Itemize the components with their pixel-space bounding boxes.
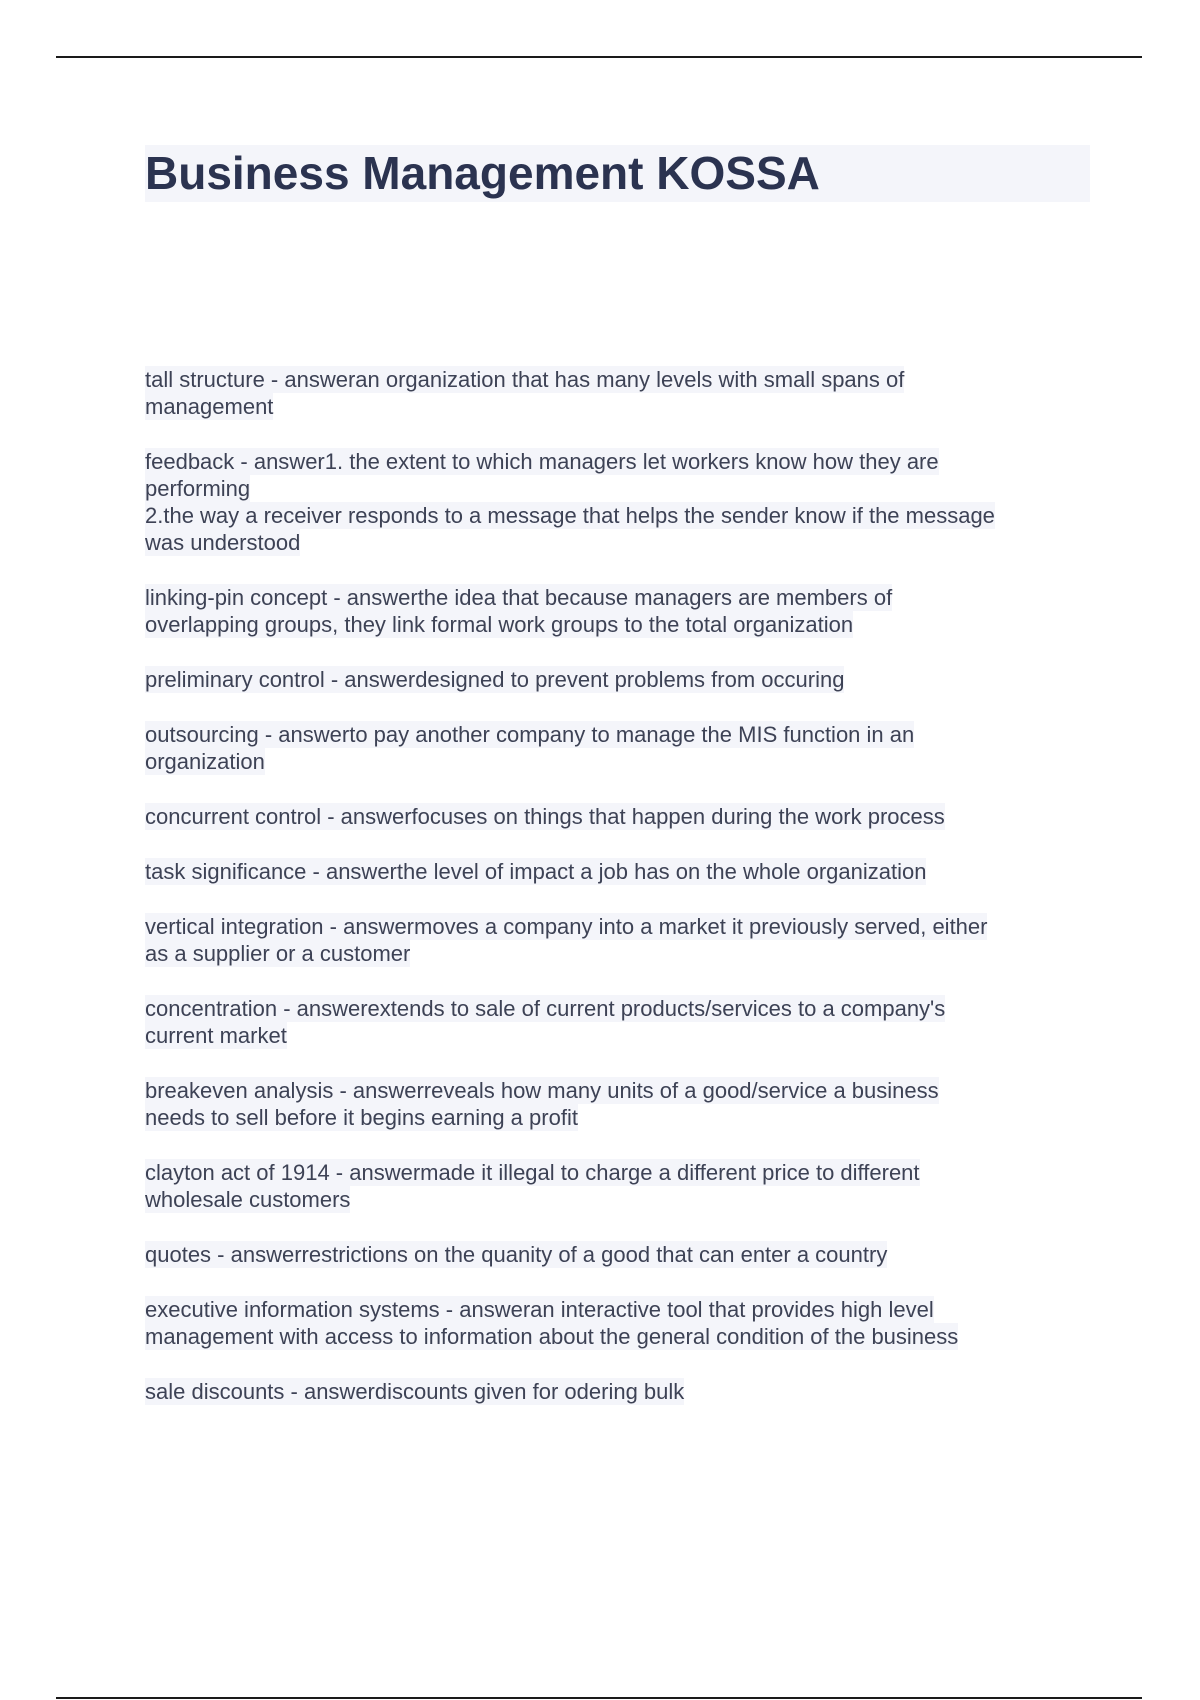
entry-line: overlapping groups, they link formal work groups to the total organization — [145, 612, 854, 637]
entry-line: needs to sell before it begins earning a profit — [145, 1105, 578, 1130]
entry-line: was understood — [145, 530, 301, 555]
entry-line: tall structure - answeran organization that has many levels with small spans of — [145, 367, 905, 392]
term-entry — [145, 1077, 1095, 1131]
entry-line: performing — [145, 476, 251, 501]
entry-line: organization — [145, 749, 265, 774]
term-entry — [145, 448, 1095, 556]
term-entry — [145, 721, 1095, 775]
entry-line: concentration - answerextends to sale of current products/services to a company's — [145, 996, 946, 1021]
entry-line: outsourcing - answerto pay another company to manage the MIS function in an — [145, 722, 915, 747]
entry-line: executive information systems - answeran interactive tool that provides high level — [145, 1297, 934, 1322]
flashcard-list — [145, 366, 1095, 1433]
page-top-rule — [56, 56, 1142, 58]
entry-line: vertical integration - answermoves a company into a market it previously served, either — [145, 914, 988, 939]
term-entry — [145, 366, 1095, 420]
page-bottom-rule — [56, 1697, 1142, 1699]
entry-line: feedback - answer1. the extent to which managers let workers know how they are — [145, 449, 939, 474]
term-entry — [145, 803, 1095, 830]
term-entry — [145, 995, 1095, 1049]
entry-line: breakeven analysis - answerreveals how many units of a good/service a business — [145, 1078, 939, 1103]
term-entry — [145, 1159, 1095, 1213]
entry-line: wholesale customers — [145, 1187, 351, 1212]
term-entry — [145, 1296, 1095, 1350]
entry-line: as a supplier or a customer — [145, 941, 411, 966]
entry-line: 2.the way a receiver responds to a message that helps the sender know if the message — [145, 503, 995, 528]
entry-line: concurrent control - answerfocuses on things that happen during the work process — [145, 804, 945, 829]
entry-line: linking-pin concept - answerthe idea that because managers are members of — [145, 585, 893, 610]
entry-line: quotes - answerrestrictions on the quanity of a good that can enter a country — [145, 1242, 888, 1267]
term-entry — [145, 1378, 1095, 1405]
term-entry — [145, 858, 1095, 885]
entry-line: current market — [145, 1023, 287, 1048]
entry-line: preliminary control - answerdesigned to prevent problems from occuring — [145, 667, 845, 692]
term-entry — [145, 1241, 1095, 1268]
term-entry — [145, 584, 1095, 638]
entry-line: clayton act of 1914 - answermade it illegal to charge a different price to different — [145, 1160, 920, 1185]
entry-line: task significance - answerthe level of impact a job has on the whole organization — [145, 859, 927, 884]
entry-line: management — [145, 394, 274, 419]
term-entry — [145, 913, 1095, 967]
entry-line: sale discounts - answerdiscounts given for odering bulk — [145, 1379, 685, 1404]
document-title: Business Management KOSSA — [145, 147, 820, 199]
term-entry — [145, 666, 1095, 693]
entry-line: management with access to information about the general condition of the business — [145, 1324, 959, 1349]
